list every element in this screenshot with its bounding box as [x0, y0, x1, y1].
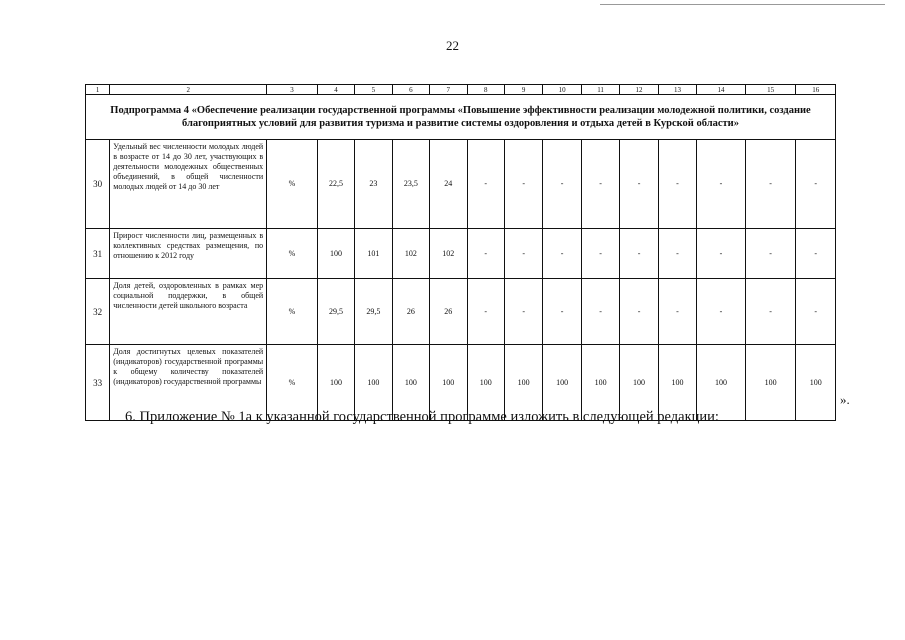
value-cell: -: [504, 229, 542, 279]
indicator-name: Удельный вес численности молодых людей в возрасте от 14 до 30 лет, участвующих в деятельности молодежных общественных объединений, в общей численности молодых людей от 14 до 30 лет: [110, 140, 267, 229]
value-cell: 100: [317, 345, 354, 421]
column-number-cell: 14: [697, 85, 746, 95]
indicator-name: Доля достигнутых целевых показателей (индикаторов) государственной программы к общему количеству показателей (индикаторов) государственной программы: [110, 345, 267, 421]
value-cell: -: [745, 279, 796, 345]
value-cell: -: [658, 279, 696, 345]
column-number-cell: 8: [467, 85, 504, 95]
value-cell: 23,5: [392, 140, 429, 229]
value-cell: 101: [355, 229, 392, 279]
value-cell: 24: [430, 140, 467, 229]
value-cell: -: [796, 279, 836, 345]
value-cell: 100: [317, 229, 354, 279]
value-cell: 23: [355, 140, 392, 229]
unit-cell: %: [267, 229, 318, 279]
unit-cell: %: [267, 345, 318, 421]
closing-quote: ».: [840, 392, 850, 407]
value-cell: 102: [392, 229, 429, 279]
value-cell: 22,5: [317, 140, 354, 229]
value-cell: 102: [430, 229, 467, 279]
value-cell: 29,5: [355, 279, 392, 345]
value-cell: 100: [620, 345, 658, 421]
page-number: 22: [446, 38, 459, 53]
table-row: [86, 229, 836, 279]
paragraph-text: 6. Приложение № 1а к указанной государственной программе изложить в следующей редакции:: [125, 409, 719, 425]
value-cell: -: [504, 279, 542, 345]
row-number: 32: [86, 279, 110, 345]
column-number-cell: 13: [658, 85, 696, 95]
subprogram-title: Подпрограмма 4 «Обеспечение реализации государственной программы «Повышение эффективности реализации молодежной политики, создание благоприятных условий для развития туризма и развитие системы оздоровления и отдыха детей в Курской области»: [86, 95, 836, 140]
value-cell: -: [620, 279, 658, 345]
column-number-row: [86, 85, 836, 95]
table-row: [86, 279, 836, 345]
value-cell: -: [697, 140, 746, 229]
column-number-cell: 12: [620, 85, 658, 95]
value-cell: -: [620, 229, 658, 279]
value-cell: 100: [658, 345, 696, 421]
value-cell: 100: [697, 345, 746, 421]
value-cell: -: [697, 229, 746, 279]
value-cell: -: [658, 229, 696, 279]
unit-cell: %: [267, 279, 318, 345]
value-cell: 100: [355, 345, 392, 421]
value-cell: -: [620, 140, 658, 229]
column-number-cell: 10: [543, 85, 581, 95]
unit-cell: %: [267, 140, 318, 229]
row-number: 31: [86, 229, 110, 279]
value-cell: -: [581, 229, 619, 279]
value-cell: 100: [504, 345, 542, 421]
value-cell: 26: [430, 279, 467, 345]
top-rule: [600, 4, 885, 5]
value-cell: -: [796, 229, 836, 279]
column-number-cell: 15: [745, 85, 796, 95]
value-cell: 26: [392, 279, 429, 345]
column-number-cell: 4: [317, 85, 354, 95]
value-cell: -: [467, 140, 504, 229]
value-cell: -: [745, 140, 796, 229]
value-cell: -: [745, 229, 796, 279]
value-cell: -: [796, 140, 836, 229]
value-cell: -: [543, 229, 581, 279]
value-cell: 100: [796, 345, 836, 421]
value-cell: 29,5: [317, 279, 354, 345]
row-number: 33: [86, 345, 110, 421]
value-cell: -: [581, 279, 619, 345]
value-cell: 100: [430, 345, 467, 421]
column-number-cell: 6: [392, 85, 429, 95]
value-cell: -: [543, 279, 581, 345]
value-cell: 100: [581, 345, 619, 421]
value-cell: -: [658, 140, 696, 229]
value-cell: 100: [543, 345, 581, 421]
value-cell: -: [467, 229, 504, 279]
column-number-cell: 5: [355, 85, 392, 95]
column-number-cell: 2: [110, 85, 267, 95]
indicators-table: [85, 84, 836, 421]
value-cell: -: [581, 140, 619, 229]
column-number-cell: 16: [796, 85, 836, 95]
value-cell: 100: [392, 345, 429, 421]
column-number-cell: 3: [267, 85, 318, 95]
column-number-cell: 7: [430, 85, 467, 95]
indicator-name: Доля детей, оздоровленных в рамках мер социальной поддержки, в общей численности детей школьного возраста: [110, 279, 267, 345]
subprogram-row: [86, 95, 836, 140]
value-cell: -: [467, 279, 504, 345]
value-cell: 100: [467, 345, 504, 421]
value-cell: -: [543, 140, 581, 229]
column-number-cell: 9: [504, 85, 542, 95]
column-number-cell: 1: [86, 85, 110, 95]
value-cell: 100: [745, 345, 796, 421]
column-number-cell: 11: [581, 85, 619, 95]
indicator-name: Прирост численности лиц, размещенных в коллективных средствах размещения, по отношению к 2012 году: [110, 229, 267, 279]
table-row: [86, 140, 836, 229]
row-number: 30: [86, 140, 110, 229]
value-cell: -: [504, 140, 542, 229]
value-cell: -: [697, 279, 746, 345]
